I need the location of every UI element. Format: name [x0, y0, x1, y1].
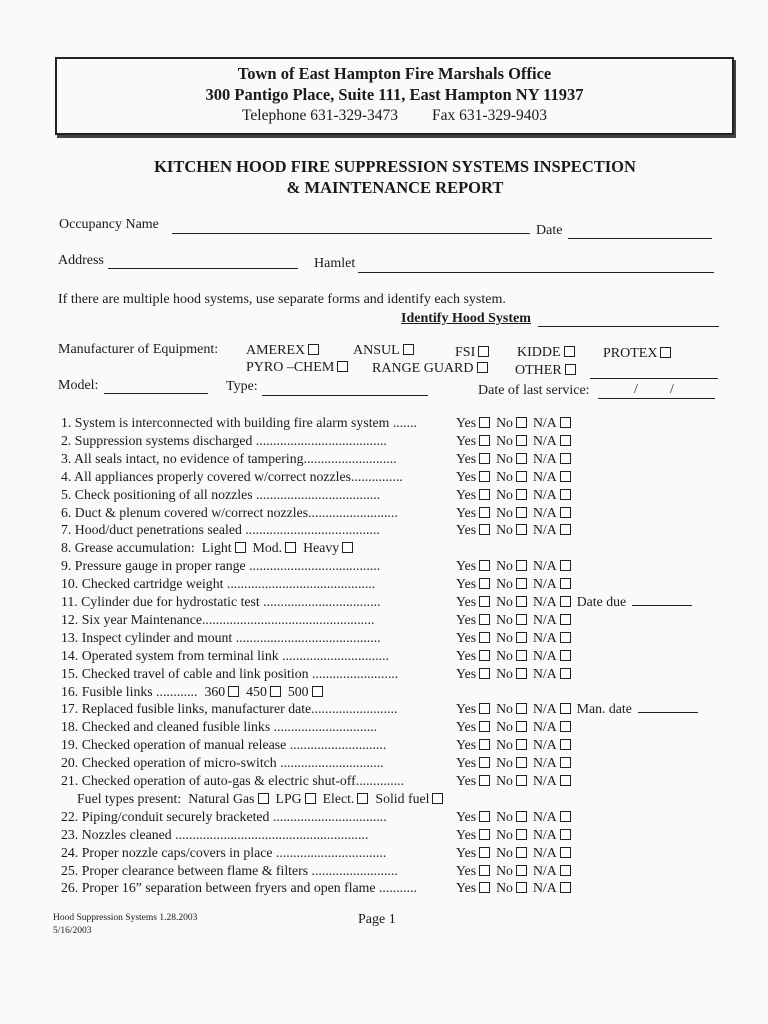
yes-option[interactable]: Yes — [456, 611, 490, 629]
checklist-item-label: 1. System is interconnected with building fire alarm system ....... — [61, 415, 417, 430]
checkbox[interactable] — [560, 703, 571, 714]
checkbox[interactable] — [516, 882, 527, 893]
na-option[interactable]: N/A — [533, 486, 571, 504]
yes-option[interactable]: Yes — [456, 414, 490, 432]
option-choice[interactable]: 500 — [288, 684, 323, 699]
na-option[interactable]: N/A — [533, 611, 571, 629]
yes-no-na-group — [456, 557, 577, 575]
office-name: Town of East Hampton Fire Marshals Office — [237, 64, 552, 83]
yes-no-na-group — [456, 450, 577, 468]
checklist-item-label: 16. Fusible links ............ — [61, 683, 198, 699]
type-field[interactable] — [262, 395, 428, 396]
other-field[interactable] — [590, 378, 718, 379]
checkbox[interactable] — [565, 364, 576, 375]
checkbox[interactable] — [560, 811, 571, 822]
yes-no-na-group — [456, 879, 577, 897]
checklist-item-label: 15. Checked travel of cable and link position ......................... — [61, 665, 399, 681]
no-option[interactable]: No — [496, 772, 527, 790]
option-choice[interactable]: Heavy — [303, 540, 353, 555]
last-service-sep-2: / — [670, 382, 674, 397]
checkbox[interactable] — [479, 757, 490, 768]
checklist-item-label: 18. Checked and cleaned fusible links .............................. — [61, 719, 378, 735]
checkbox[interactable] — [403, 344, 414, 355]
checkbox[interactable] — [516, 775, 527, 786]
na-option[interactable]: N/A — [533, 879, 571, 897]
checklist-item — [61, 539, 353, 557]
checklist-item-label: 11. Cylinder due for hydrostatic test .................................. — [61, 594, 381, 609]
form-title — [60, 156, 730, 198]
na-option[interactable]: N/A — [533, 665, 571, 683]
checkbox[interactable] — [228, 686, 239, 697]
checklist-item — [61, 486, 380, 504]
identify-system-field[interactable] — [538, 326, 719, 327]
yes-no-na-group — [456, 665, 577, 683]
option-choice[interactable]: Solid fuel — [375, 791, 443, 806]
checklist-item — [77, 790, 443, 808]
checkbox[interactable] — [479, 471, 490, 482]
checkbox[interactable] — [516, 507, 527, 518]
no-option[interactable]: No — [496, 575, 527, 593]
yes-no-na-group — [456, 647, 577, 665]
checklist-item — [61, 826, 368, 844]
checklist-item — [61, 575, 375, 593]
checklist-item — [61, 611, 374, 629]
checkbox[interactable] — [479, 507, 490, 518]
checkbox[interactable] — [560, 453, 571, 464]
no-option[interactable]: No — [496, 700, 527, 718]
checklist-item — [61, 718, 377, 736]
checkbox[interactable] — [516, 721, 527, 732]
checklist-item — [61, 879, 417, 897]
checklist-item-label: 14. Operated system from terminal link ............................... — [61, 647, 390, 663]
na-option[interactable]: N/A — [533, 647, 571, 665]
na-option[interactable]: N/A — [533, 557, 571, 575]
checklist-item-label: 7. Hood/duct penetrations sealed ....................................... — [61, 522, 380, 538]
checkbox[interactable] — [560, 757, 571, 768]
checkbox[interactable] — [516, 865, 527, 876]
checkbox[interactable] — [479, 578, 490, 589]
checkbox[interactable] — [516, 739, 527, 750]
multiple-systems-note: If there are multiple hood systems, use separate forms and identify each system. — [58, 292, 506, 307]
checkbox[interactable] — [560, 417, 571, 428]
checkbox[interactable] — [516, 668, 527, 679]
yes-option[interactable]: Yes — [456, 557, 490, 575]
checkbox[interactable] — [560, 578, 571, 589]
model-field[interactable] — [104, 393, 208, 394]
checklist-item — [61, 504, 398, 522]
extra-field-line[interactable] — [632, 594, 692, 606]
checkbox[interactable] — [478, 346, 489, 357]
checkbox[interactable] — [560, 614, 571, 625]
occupancy-field[interactable] — [172, 233, 530, 234]
na-option[interactable]: N/A — [533, 432, 571, 450]
no-option[interactable]: No — [496, 611, 527, 629]
yes-no-na-group — [456, 504, 577, 522]
manufacturer-fsi[interactable]: FSI — [455, 344, 489, 362]
checkbox[interactable] — [357, 793, 368, 804]
hamlet-field[interactable] — [358, 272, 714, 273]
checkbox[interactable] — [516, 847, 527, 858]
checkbox[interactable] — [516, 650, 527, 661]
office-address: 300 Pantigo Place, Suite 111, East Hampton NY 11937 — [205, 85, 584, 104]
title-line-2: & MAINTENANCE REPORT — [286, 178, 504, 197]
extra-field-label: Date due — [576, 594, 627, 609]
checklist-item — [61, 450, 397, 468]
checkbox[interactable] — [308, 344, 319, 355]
no-option[interactable]: No — [496, 504, 527, 522]
checkbox[interactable] — [270, 686, 281, 697]
checkbox[interactable] — [479, 668, 490, 679]
checklist-item-label: 3. All seals intact, no evidence of tampering........................... — [61, 450, 397, 466]
yes-option[interactable]: Yes — [456, 826, 490, 844]
last-service-field[interactable] — [598, 398, 715, 399]
checkbox[interactable] — [479, 596, 490, 607]
checklist-item-label: 2. Suppression systems discharged ...................................... — [61, 432, 387, 448]
checklist-item-label: 5. Check positioning of all nozzles .................................... — [61, 486, 381, 502]
title-line-1: KITCHEN HOOD FIRE SUPPRESSION SYSTEMS INSPECTION — [154, 157, 636, 176]
checklist-item-label: 24. Proper nozzle caps/covers in place ................................ — [61, 844, 387, 860]
na-option[interactable]: N/A — [533, 862, 571, 880]
checklist-item — [61, 593, 380, 611]
checkbox[interactable] — [337, 361, 348, 372]
manufacturer-ansul[interactable]: ANSUL — [353, 342, 414, 360]
no-option[interactable]: No — [496, 826, 527, 844]
date-field[interactable] — [568, 238, 712, 239]
yes-option[interactable]: Yes — [456, 629, 490, 647]
checklist-item — [61, 647, 389, 665]
yes-option[interactable]: Yes — [456, 862, 490, 880]
yes-no-na-group — [456, 521, 577, 539]
no-option[interactable]: No — [496, 629, 527, 647]
yes-option[interactable]: Yes — [456, 754, 490, 772]
checkbox[interactable] — [479, 775, 490, 786]
checkbox[interactable] — [477, 362, 488, 373]
checkbox[interactable] — [516, 596, 527, 607]
identify-system-label: Identify Hood System — [401, 311, 531, 326]
checkbox[interactable] — [479, 614, 490, 625]
yes-option[interactable]: Yes — [456, 450, 490, 468]
yes-option[interactable]: Yes — [456, 593, 490, 611]
checkbox[interactable] — [560, 507, 571, 518]
checkbox[interactable] — [560, 882, 571, 893]
checkbox[interactable] — [516, 560, 527, 571]
occupancy-label: Occupancy Name — [59, 217, 159, 232]
checkbox[interactable] — [560, 739, 571, 750]
yes-no-na-group — [456, 486, 577, 504]
na-option[interactable]: N/A — [533, 718, 571, 736]
checkbox[interactable] — [560, 596, 571, 607]
fax: Fax 631-329-9403 — [432, 107, 547, 124]
checkbox[interactable] — [560, 632, 571, 643]
checkbox[interactable] — [479, 739, 490, 750]
yes-no-na-group — [456, 808, 577, 826]
na-option[interactable]: N/A — [533, 754, 571, 772]
yes-option[interactable]: Yes — [456, 736, 490, 754]
checkbox[interactable] — [479, 417, 490, 428]
checklist-item — [61, 683, 323, 701]
checkbox[interactable] — [479, 882, 490, 893]
yes-no-na-group — [456, 575, 577, 593]
checklist-item — [61, 414, 417, 432]
address-label: Address — [58, 253, 104, 268]
model-label: Model: — [58, 378, 99, 393]
checkbox[interactable] — [560, 829, 571, 840]
na-option[interactable]: N/A — [533, 468, 571, 486]
footer-doc — [53, 912, 197, 938]
checkbox[interactable] — [516, 578, 527, 589]
checkbox[interactable] — [479, 847, 490, 858]
checkbox[interactable] — [479, 721, 490, 732]
checkbox[interactable] — [479, 865, 490, 876]
checklist-item-label: 22. Piping/conduit securely bracketed ................................. — [61, 808, 387, 824]
checkbox[interactable] — [479, 524, 490, 535]
yes-option[interactable]: Yes — [456, 665, 490, 683]
manufacturer-kidde[interactable]: KIDDE — [517, 344, 575, 362]
option-choice[interactable]: LPG — [276, 791, 316, 806]
checkbox[interactable] — [560, 560, 571, 571]
yes-no-na-group — [456, 826, 577, 844]
na-option[interactable]: N/A — [533, 700, 571, 718]
checkbox[interactable] — [560, 489, 571, 500]
no-option[interactable]: No — [496, 844, 527, 862]
no-option[interactable]: No — [496, 808, 527, 826]
checklist-item — [61, 700, 397, 718]
manufacturer-label: Manufacturer of Equipment: — [58, 342, 219, 357]
na-option[interactable]: N/A — [533, 844, 571, 862]
checklist-item — [61, 772, 404, 790]
no-option[interactable]: No — [496, 450, 527, 468]
checkbox[interactable] — [258, 793, 269, 804]
yes-option[interactable]: Yes — [456, 808, 490, 826]
option-choice[interactable]: 360 — [204, 684, 239, 699]
checklist-item-label: 12. Six year Maintenance.................................................. — [61, 611, 375, 627]
checkbox[interactable] — [560, 524, 571, 535]
yes-no-na-group — [456, 718, 577, 736]
checkbox[interactable] — [516, 811, 527, 822]
checklist-item — [61, 862, 398, 880]
checkbox[interactable] — [479, 650, 490, 661]
telephone: Telephone 631-329-3473 — [242, 107, 399, 124]
yes-no-na-group — [456, 414, 577, 432]
option-choice[interactable]: Light — [202, 540, 246, 555]
yes-no-na-group — [456, 432, 577, 450]
checkbox[interactable] — [516, 703, 527, 714]
checkbox[interactable] — [285, 542, 296, 553]
yes-no-na-group — [456, 844, 577, 862]
checklist-item-label: 19. Checked operation of manual release ............................ — [61, 737, 387, 753]
option-choice[interactable]: 450 — [246, 684, 281, 699]
na-option[interactable]: N/A — [533, 450, 571, 468]
no-option[interactable]: No — [496, 879, 527, 897]
no-option[interactable]: No — [496, 557, 527, 575]
address-field[interactable] — [108, 268, 298, 269]
option-choice[interactable]: Mod. — [253, 540, 297, 555]
type-label: Type: — [226, 379, 258, 394]
checkbox[interactable] — [660, 347, 671, 358]
no-option[interactable]: No — [496, 754, 527, 772]
manufacturer-amerex[interactable]: AMEREX — [246, 342, 319, 360]
yes-no-na-group — [456, 629, 577, 647]
footer-doc-name: Hood Suppression Systems 1.28.2003 — [53, 913, 198, 923]
checkbox[interactable] — [479, 632, 490, 643]
checklist-item-label: 23. Nozzles cleaned ........................................................ — [61, 826, 369, 842]
yes-no-na-group — [456, 862, 577, 880]
checklist-item — [61, 432, 387, 450]
checklist-item — [61, 844, 386, 862]
yes-option[interactable]: Yes — [456, 504, 490, 522]
checkbox[interactable] — [516, 829, 527, 840]
yes-no-na-group — [456, 593, 692, 611]
yes-option[interactable]: Yes — [456, 844, 490, 862]
checkbox[interactable] — [560, 775, 571, 786]
checklist-item-label: 8. Grease accumulation: — [61, 540, 195, 556]
checkbox[interactable] — [342, 542, 353, 553]
yes-no-na-group — [456, 611, 577, 629]
checkbox[interactable] — [479, 453, 490, 464]
checkbox[interactable] — [305, 793, 316, 804]
option-choice[interactable]: Natural Gas — [188, 791, 268, 806]
checklist-item — [61, 736, 386, 754]
checkbox[interactable] — [560, 650, 571, 661]
checkbox[interactable] — [516, 435, 527, 446]
checklist-item — [61, 629, 381, 647]
na-option[interactable]: N/A — [533, 629, 571, 647]
checkbox[interactable] — [560, 847, 571, 858]
yes-no-na-group — [456, 772, 577, 790]
checkbox[interactable] — [564, 346, 575, 357]
checkbox[interactable] — [312, 686, 323, 697]
checklist-item — [61, 754, 384, 772]
yes-option[interactable]: Yes — [456, 521, 490, 539]
checkbox[interactable] — [479, 829, 490, 840]
checklist-item-label: Fuel types present: — [77, 790, 182, 806]
checklist-item — [61, 808, 387, 826]
checklist-item-label: 13. Inspect cylinder and mount .......................................... — [61, 629, 381, 645]
checkbox[interactable] — [560, 721, 571, 732]
no-option[interactable]: No — [496, 486, 527, 504]
na-option[interactable]: N/A — [533, 826, 571, 844]
na-option[interactable]: N/A — [533, 772, 571, 790]
yes-no-na-group — [456, 468, 577, 486]
no-option[interactable]: No — [496, 665, 527, 683]
manufacturer-rangeguard[interactable]: RANGE GUARD — [372, 360, 488, 378]
footer-doc-date: 5/16/2003 — [53, 926, 92, 936]
no-option[interactable]: No — [496, 432, 527, 450]
checklist-item-label: 26. Proper 16” separation between fryers and open flame ........... — [61, 880, 417, 896]
yes-option[interactable]: Yes — [456, 879, 490, 897]
checklist-item-label: 10. Checked cartridge weight ........................................... — [61, 576, 376, 592]
checkbox[interactable] — [516, 471, 527, 482]
checkbox[interactable] — [479, 811, 490, 822]
checkbox[interactable] — [560, 435, 571, 446]
checklist-item-label: 6. Duct & plenum covered w/correct nozzles.......................... — [61, 504, 398, 520]
checklist-item — [61, 521, 380, 539]
na-option[interactable]: N/A — [533, 808, 571, 826]
checkbox[interactable] — [516, 524, 527, 535]
yes-option[interactable]: Yes — [456, 647, 490, 665]
yes-no-na-group — [456, 736, 577, 754]
yes-option[interactable]: Yes — [456, 718, 490, 736]
checkbox[interactable] — [516, 632, 527, 643]
checkbox[interactable] — [479, 560, 490, 571]
page-number: Page 1 — [358, 912, 396, 927]
checklist-item-label: 21. Checked operation of auto-gas & electric shut-off.............. — [61, 773, 405, 788]
yes-option[interactable]: Yes — [456, 468, 490, 486]
checklist-item-label: 9. Pressure gauge in proper range ...................................... — [61, 558, 381, 574]
no-option[interactable]: No — [496, 593, 527, 611]
yes-option[interactable]: Yes — [456, 432, 490, 450]
na-option[interactable]: N/A — [533, 414, 571, 432]
no-option[interactable]: No — [496, 862, 527, 880]
checkbox[interactable] — [560, 668, 571, 679]
date-label: Date — [536, 223, 563, 238]
checkbox[interactable] — [432, 793, 443, 804]
checklist-item-label: 20. Checked operation of micro-switch .............................. — [61, 755, 384, 771]
no-option[interactable]: No — [496, 647, 527, 665]
checkbox[interactable] — [235, 542, 246, 553]
checkbox[interactable] — [479, 489, 490, 500]
extra-field-label: Man. date — [576, 701, 632, 717]
checkbox[interactable] — [560, 865, 571, 876]
letterhead — [55, 57, 734, 135]
manufacturer-protex[interactable]: PROTEX — [603, 345, 671, 363]
no-option[interactable]: No — [496, 414, 527, 432]
checklist-item — [61, 665, 398, 683]
na-option[interactable]: N/A — [533, 593, 571, 611]
no-option[interactable]: No — [496, 468, 527, 486]
yes-no-na-group — [456, 754, 577, 772]
yes-option[interactable]: Yes — [456, 772, 490, 790]
extra-field-line[interactable] — [638, 701, 698, 713]
checkbox[interactable] — [479, 703, 490, 714]
na-option[interactable]: N/A — [533, 521, 571, 539]
na-option[interactable]: N/A — [533, 504, 571, 522]
manufacturer-other[interactable]: OTHER — [515, 362, 576, 380]
checklist-item — [61, 468, 403, 486]
no-option[interactable]: No — [496, 718, 527, 736]
checklist-item-label: 4. All appliances properly covered w/correct nozzles............... — [61, 468, 403, 484]
no-option[interactable]: No — [496, 736, 527, 754]
checkbox[interactable] — [516, 489, 527, 500]
checkbox[interactable] — [516, 757, 527, 768]
checkbox[interactable] — [516, 614, 527, 625]
yes-option[interactable]: Yes — [456, 575, 490, 593]
checklist-item-label: 25. Proper clearance between flame & filters ......................... — [61, 862, 398, 878]
no-option[interactable]: No — [496, 521, 527, 539]
yes-option[interactable]: Yes — [456, 700, 490, 718]
checkbox[interactable] — [516, 453, 527, 464]
na-option[interactable]: N/A — [533, 736, 571, 754]
na-option[interactable]: N/A — [533, 575, 571, 593]
hamlet-label: Hamlet — [314, 256, 356, 271]
last-service-label: Date of last service: — [478, 383, 590, 398]
checkbox[interactable] — [560, 471, 571, 482]
manufacturer-pyrochem[interactable]: PYRO –CHEM — [246, 359, 348, 377]
office-contact — [57, 105, 732, 126]
checkbox[interactable] — [516, 417, 527, 428]
option-choice[interactable]: Elect. — [323, 791, 369, 806]
checkbox[interactable] — [479, 435, 490, 446]
checklist-item-label: 17. Replaced fusible links, manufacturer date......................... — [61, 701, 398, 717]
yes-no-na-group — [456, 700, 698, 718]
yes-option[interactable]: Yes — [456, 486, 490, 504]
checklist-item — [61, 557, 380, 575]
last-service-sep-1: / — [634, 382, 638, 397]
